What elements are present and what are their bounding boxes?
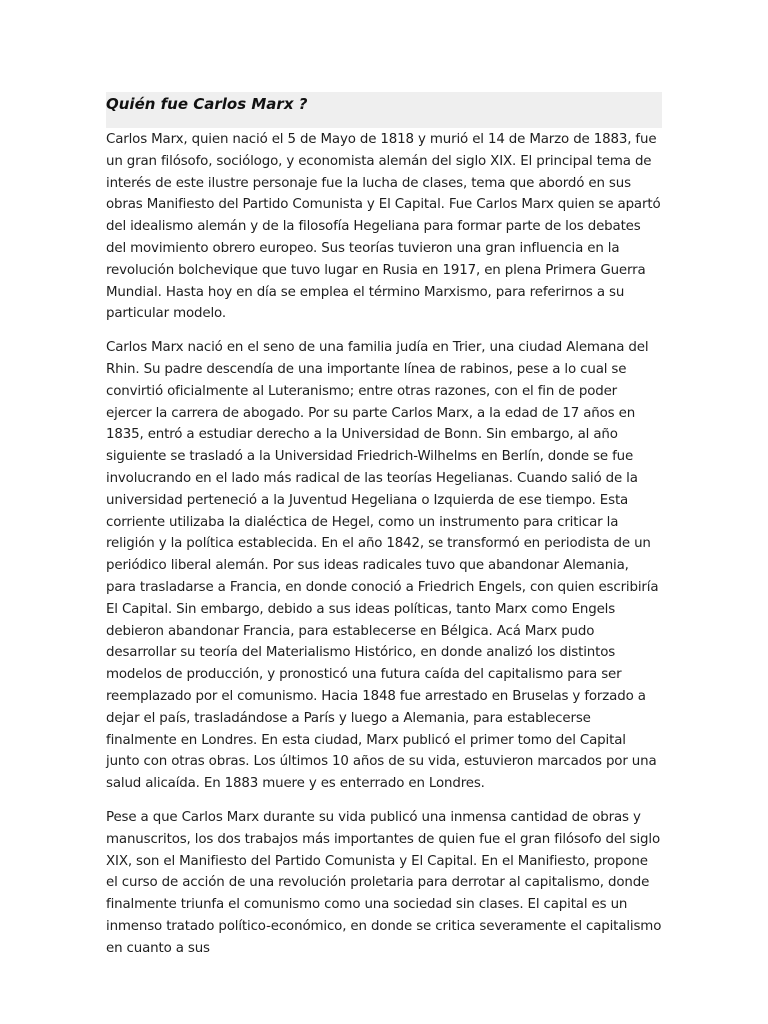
title-band <box>106 92 662 128</box>
document-page <box>106 92 662 959</box>
document-title: Quién fue Carlos Marx ? <box>106 95 308 113</box>
paragraph-biography: Carlos Marx nació en el seno de una familia judía en Trier, una ciudad Alemana del Rhin. Su padre descendía de una importante línea de rabinos, pese a lo cual se convirtió oficialmente al Luteranismo; entre otras razones, con el fin de poder ejercer la carrera de abogado. Por su parte Carlos Marx, a la edad de 17 años en 1835, entró a estudiar derecho a la Universidad de Bonn. Sin embargo, al año siguiente se trasladó a la Universidad Friedrich-Wilhelms en Berlín, donde se fue involucrando en el lado más radical de las teorías Hegelianas. Cuando salió de la universidad perteneció a la Juventud Hegeliana o Izquierda de ese tiempo. Esta corriente utilizaba la dialéctica de Hegel, como un instrumento para criticar la religión y la política establecida. En el año 1842, se transformó en periodista de un periódico liberal alemán. Por sus ideas radicales tuvo que abandonar Alemania, para trasladarse a Francia, en donde conoció a Friedrich Engels, con quien escribiría El Capital. Sin embargo, debido a sus ideas políticas, tanto Marx como Engels debieron abandonar Francia, para establecerse en Bélgica. Acá Marx pudo desarrollar su teoría del Materialismo Histórico, en donde analizó los distintos modelos de producción, y pronosticó una futura caída del capitalismo para ser reemplazado por el comunismo. Hacia 1848 fue arrestado en Bruselas y forzado a dejar el país, trasladándose a París y luego a Alemania, para establecerse finalmente en Londres. En esta ciudad, Marx publicó el primer tomo del Capital junto con otras obras. Los últimos 10 años de su vida, estuvieron marcados por una salud alicaída. En 1883 muere y es enterrado en Londres. <box>106 340 659 792</box>
paragraph-intro: Carlos Marx, quien nació el 5 de Mayo de 1818 y murió el 14 de Marzo de 1883, fue un gran filósofo, sociólogo, y economista alemán del siglo XIX. El principal tema de interés de este ilustre personaje fue la lucha de clases, tema que abordó en sus obras Manifiesto del Partido Comunista y El Capital. Fue Carlos Marx quien se apartó del idealismo alemán y de la filosofía Hegeliana para formar parte de los debates del movimiento obrero europeo. Sus teorías tuvieron una gran influencia en la revolución bolchevique que tuvo lugar en Rusia en 1917, en plena Primera Guerra Mundial. Hasta hoy en día se emplea el término Marxismo, para referirnos a su particular modelo. <box>106 132 661 322</box>
paragraph-works: Pese a que Carlos Marx durante su vida publicó una inmensa cantidad de obras y manuscritos, los dos trabajos más importantes de quien fue el gran filósofo del siglo XIX, son el Manifiesto del Partido Comunista y El Capital. En el Manifiesto, propone el curso de acción de una revolución proletaria para derrotar al capitalismo, donde finalmente triunfa el comunismo como una sociedad sin clases. El capital es un inmenso tratado político-económico, en donde se critica severamente el capitalismo en cuanto a sus <box>106 809 662 956</box>
